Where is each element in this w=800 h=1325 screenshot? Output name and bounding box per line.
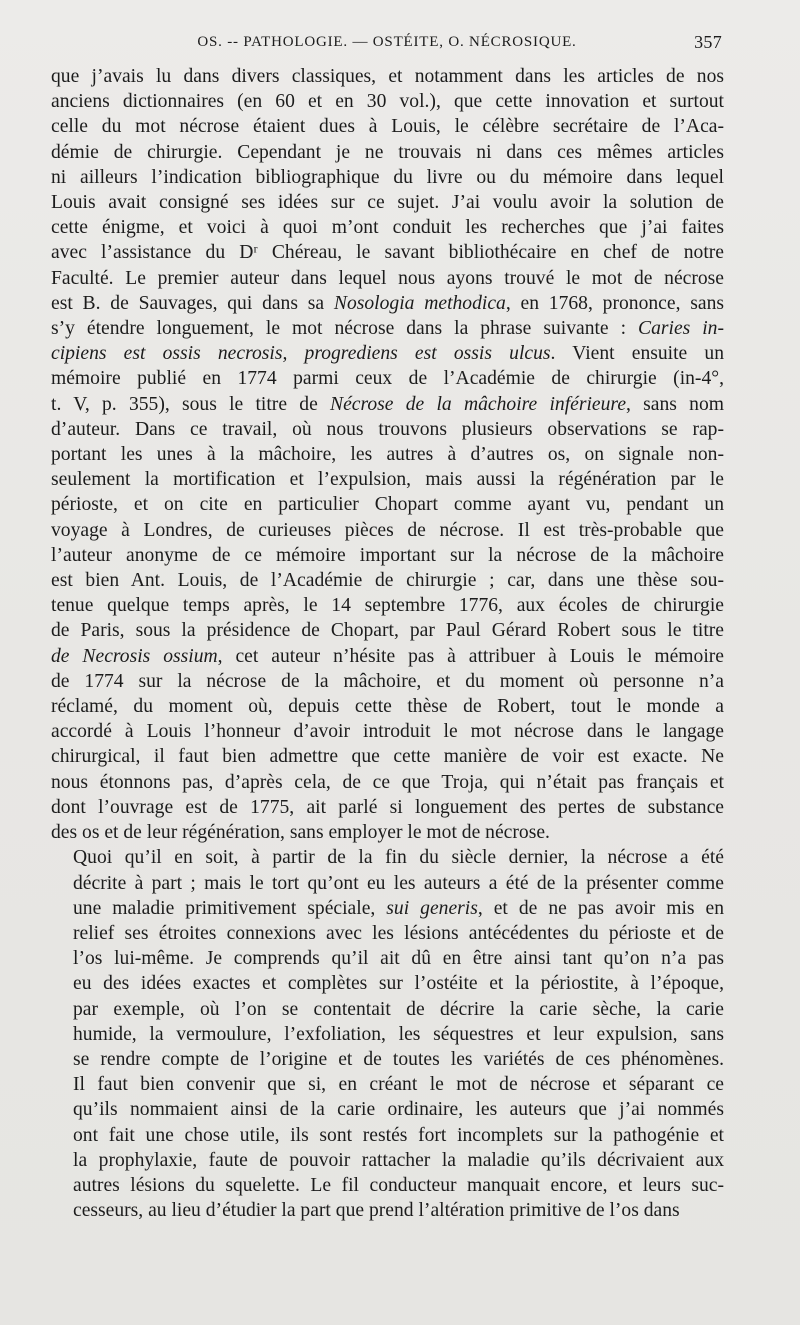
text-run: avec l’assistance du Dʳ Chéreau, le savant bibliothécaire en chef de notre [51, 242, 724, 264]
text-run: , sans nom [626, 393, 724, 415]
text-run: par exemple, où l’on se contentait de décrire la carie sèche, la carie [73, 998, 724, 1020]
text-run: qu’ils nommaient ainsi de la carie ordinaire, les auteurs que j’ai nommés [73, 1099, 724, 1121]
text-run: autres lésions du squelette. Le fil conducteur manquait encore, et leurs suc- [73, 1174, 724, 1196]
text-line [51, 341, 724, 366]
text-run: ni ailleurs l’indication bibliographique du livre ou du mémoire dans lequel [51, 166, 724, 188]
text-line [51, 719, 724, 744]
text-run: mémoire publié en 1774 parmi ceux de l’Académie de chirurgie (in-4°, [51, 368, 724, 390]
text-line [51, 266, 724, 291]
text-run: Quoi qu’il en soit, à partir de la fin du siècle dernier, la nécrose a été [73, 847, 724, 869]
text-line [51, 215, 724, 240]
text-run: de 1774 sur la nécrose de la mâchoire, et du moment où personne n’a [51, 670, 724, 692]
text-line [51, 1198, 724, 1223]
text-run: d’auteur. Dans ce travail, où nous trouvons plusieurs observations se rap- [51, 418, 724, 440]
text-run: s’y étendre longuement, le mot nécrose dans la phrase suivante : [51, 318, 639, 340]
text-line [51, 165, 724, 190]
text-line [51, 366, 724, 391]
page-number: 357 [694, 32, 722, 52]
text-line [51, 64, 724, 89]
text-line [51, 392, 724, 417]
text-run: t. V, p. 355), sous le titre de [51, 393, 331, 415]
text-line [51, 795, 724, 820]
text-line [51, 190, 724, 215]
text-run: tenue quelque temps après, le 14 septembre 1776, aux écoles de chirurgie [51, 595, 724, 617]
text-run: , cet auteur n’hésite pas à attribuer à Louis le mémoire [217, 645, 724, 667]
text-run: chirurgical, il faut bien admettre que cette manière de voir est exacte. Ne [51, 746, 724, 768]
text-line [51, 140, 724, 165]
italic-text: Nosologia methodica [333, 292, 506, 314]
text-line [51, 997, 724, 1022]
running-head-title: OS. -- PATHOLOGIE. — OSTÉITE, O. NÉCROSIQUE. [197, 34, 577, 50]
text-run: portant les unes à la mâchoire, les autres à d’autres os, on signale non- [51, 444, 724, 466]
text-line [51, 618, 724, 643]
italic-text: Nécrose de la mâchoire inférieure [330, 393, 627, 415]
text-run: des os et de leur régénération, sans employer le mot de nécrose. [51, 822, 550, 844]
text-run: accordé à Louis l’honneur d’avoir introduit le mot nécrose dans le langage [51, 721, 724, 743]
text-run: . Vient ensuite un [550, 343, 725, 365]
text-line [51, 291, 724, 316]
text-line [51, 593, 724, 618]
text-line [51, 1097, 724, 1122]
text-run: eu des idées exactes et complètes sur l’ostéite et la périostite, à l’époque, [73, 973, 724, 995]
text-line [51, 971, 724, 996]
text-run: démie de chirurgie. Cependant je ne trouvais ni dans ces mêmes articles [51, 141, 724, 163]
italic-text: cipiens est ossis necrosis, progrediens est ossis ulcus [51, 343, 551, 365]
text-run: celle du mot nécrose étaient dues à Louis, le célèbre secrétaire de l’Aca- [51, 116, 724, 138]
text-run: de Paris, sous la présidence de Chopart, par Paul Gérard Robert sous le titre [51, 620, 724, 642]
italic-text: Caries in- [638, 318, 725, 340]
text-line [51, 871, 724, 896]
text-line [51, 744, 724, 769]
text-line [51, 669, 724, 694]
text-line [51, 820, 724, 845]
text-line [51, 568, 724, 593]
text-line [51, 1072, 724, 1097]
text-line [51, 316, 724, 341]
text-run: Il faut bien convenir que si, en créant le mot de nécrose et séparant ce [73, 1074, 724, 1096]
text-run: la prophylaxie, faute de pouvoir rattacher la maladie qu’ils décrivaient aux [73, 1149, 724, 1171]
text-run: Louis avait consigné ses idées sur ce sujet. J’ai voulu avoir la solution de [51, 192, 724, 214]
text-run: décrite à part ; mais le tort qu’ont eu les auteurs a été de la présenter comme [73, 872, 724, 894]
text-line [51, 644, 724, 669]
text-run: est B. de Sauvages, qui dans sa [51, 292, 334, 314]
text-run: réclamé, du moment où, depuis cette thèse de Robert, tout le monde a [51, 696, 724, 718]
text-line [51, 896, 724, 921]
text-run: ont fait une chose utile, ils sont restés fort incomplets sur la pathogénie et [73, 1124, 724, 1146]
text-line [51, 946, 724, 971]
text-run: une maladie primitivement spéciale, [73, 897, 387, 919]
running-head [52, 34, 722, 58]
text-run: est bien Ant. Louis, de l’Académie de chirurgie ; car, dans une thèse sou- [51, 570, 724, 592]
text-run: cesseurs, au lieu d’étudier la part que prend l’altération primitive de l’os dans [73, 1200, 680, 1222]
text-line [51, 543, 724, 568]
text-run: , et de ne pas avoir mis en [477, 897, 725, 919]
text-run: relief ses étroites connexions avec les lésions antécédentes du périoste et de [73, 922, 724, 944]
text-run: que j’avais lu dans divers classiques, et notamment dans les articles de nos [51, 66, 724, 87]
italic-text: de Necrosis ossium [51, 645, 218, 667]
body-text [51, 64, 724, 1223]
text-line [51, 845, 724, 870]
text-line [51, 442, 724, 467]
text-run: anciens dictionnaires (en 60 et en 30 vol.), que cette innovation et surtout [51, 91, 724, 113]
text-line [51, 1173, 724, 1198]
text-run: se rendre compte de l’origine et de toutes les variétés de ces phénomènes. [73, 1048, 724, 1070]
italic-text: sui generis [386, 897, 478, 919]
text-run: cette énigme, et voici à quoi m’ont conduit les recherches que j’ai faites [51, 217, 724, 239]
text-line [51, 89, 724, 114]
text-run: seulement la mortification et l’expulsion, mais aussi la régénération par le [51, 469, 724, 491]
text-line [51, 240, 724, 265]
text-run: voyage à Londres, de curieuses pièces de nécrose. Il est très-probable que [51, 519, 724, 541]
text-run: humide, la vermoulure, l’exfoliation, les séquestres et leur expulsion, sans [73, 1023, 724, 1045]
text-line [51, 417, 724, 442]
text-line [51, 518, 724, 543]
text-line [51, 114, 724, 139]
text-line [51, 1022, 724, 1047]
text-line [51, 1148, 724, 1173]
text-line [51, 770, 724, 795]
text-run: dont l’ouvrage est de 1775, ait parlé si longuement des pertes de substance [51, 796, 724, 818]
text-line [51, 1123, 724, 1148]
text-run: , en 1768, prononce, sans [505, 292, 724, 314]
paragraph [51, 64, 724, 845]
text-line [51, 1047, 724, 1072]
text-run: périoste, et on cite en particulier Chopart comme ayant vu, pendant un [51, 494, 724, 516]
text-line [51, 694, 724, 719]
text-line [51, 492, 724, 517]
text-line [51, 921, 724, 946]
text-run: l’os lui-même. Je comprends qu’il ait dû en être ainsi tant qu’on n’a pas [73, 948, 724, 970]
text-run: l’auteur anonyme de ce mémoire important sur la nécrose de la mâchoire [51, 544, 724, 566]
text-run: Faculté. Le premier auteur dans lequel nous ayons trouvé le mot de nécrose [51, 267, 724, 289]
paragraph [51, 845, 724, 1223]
text-run: nous étonnons pas, d’après cela, de ce que Troja, qui n’était pas français et [51, 771, 724, 793]
text-line [51, 467, 724, 492]
